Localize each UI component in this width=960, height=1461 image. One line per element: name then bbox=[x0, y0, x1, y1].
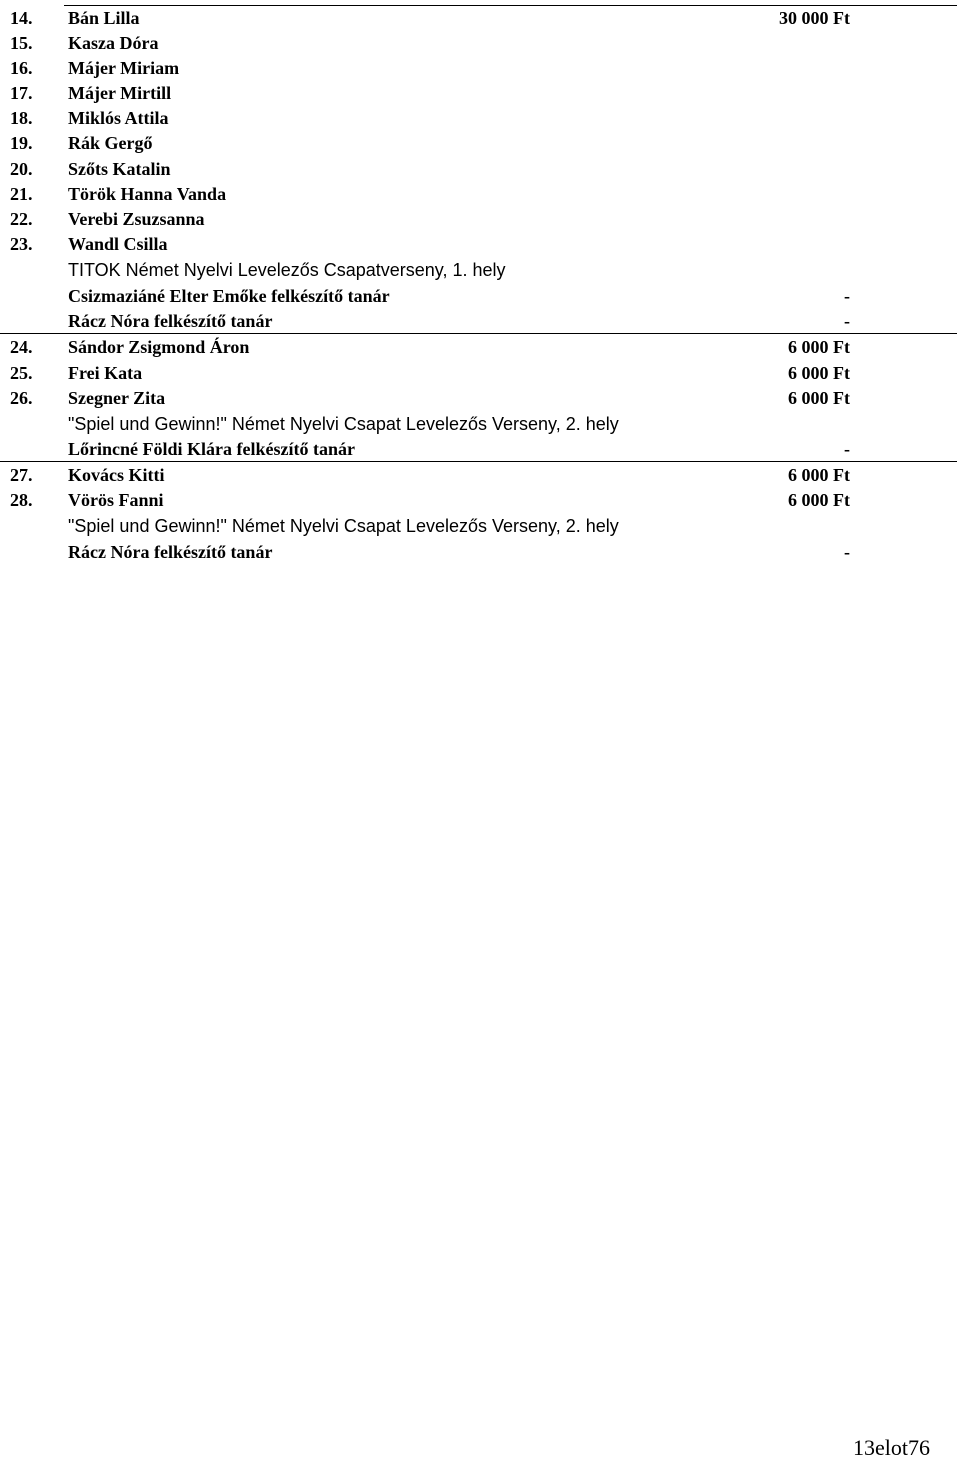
item-number: 20. bbox=[10, 159, 33, 179]
item-number: 24. bbox=[10, 337, 33, 357]
list-item bbox=[0, 207, 960, 232]
item-number: 25. bbox=[10, 363, 33, 383]
item-number: 17. bbox=[10, 83, 33, 103]
competition-label: "Spiel und Gewinn!" Német Nyelvi Csapat Levelezős Verseny, 2. hely bbox=[68, 414, 619, 434]
teacher-name: Rácz Nóra felkészítő tanár bbox=[68, 311, 273, 331]
list-item bbox=[0, 31, 960, 56]
student-name: Vörös Fanni bbox=[68, 490, 164, 510]
student-name: Kasza Dóra bbox=[68, 33, 159, 53]
list-item bbox=[0, 361, 960, 386]
student-name: Májer Miriam bbox=[68, 58, 180, 78]
competition-label: TITOK Német Nyelvi Levelezős Csapatverseny, 1. hely bbox=[68, 260, 506, 280]
item-number: 26. bbox=[10, 388, 33, 408]
award-amount: 6 000 Ft bbox=[788, 337, 850, 357]
item-number: 14. bbox=[10, 8, 33, 28]
item-number: 22. bbox=[10, 209, 33, 229]
item-number: 23. bbox=[10, 234, 33, 254]
award-amount: 6 000 Ft bbox=[788, 490, 850, 510]
student-name: Frei Kata bbox=[68, 363, 143, 383]
teacher-row bbox=[68, 284, 960, 309]
item-number: 19. bbox=[10, 133, 33, 153]
list-item bbox=[0, 6, 960, 31]
teacher-name: Csizmaziáné Elter Emőke felkészítő tanár bbox=[68, 286, 390, 306]
teacher-row bbox=[68, 540, 960, 565]
competition-label: "Spiel und Gewinn!" Német Nyelvi Csapat Levelezős Verseny, 2. hely bbox=[68, 516, 619, 536]
item-number: 27. bbox=[10, 465, 33, 485]
student-name: Török Hanna Vanda bbox=[68, 184, 227, 204]
item-number: 28. bbox=[10, 490, 33, 510]
teacher-name: Lőrincné Földi Klára felkészítő tanár bbox=[68, 439, 355, 459]
teacher-row bbox=[68, 309, 960, 334]
section-divider bbox=[0, 333, 957, 334]
item-number: 16. bbox=[10, 58, 33, 78]
student-name: Bán Lilla bbox=[68, 8, 140, 28]
list-item bbox=[0, 386, 960, 411]
student-name: Rák Gergő bbox=[68, 133, 153, 153]
list-item bbox=[0, 56, 960, 81]
student-name: Kovács Kitti bbox=[68, 465, 165, 485]
list-item bbox=[0, 106, 960, 131]
student-name: Sándor Zsigmond Áron bbox=[68, 337, 250, 357]
student-name: Wandl Csilla bbox=[68, 234, 168, 254]
teacher-amount: - bbox=[844, 311, 850, 331]
award-amount: 6 000 Ft bbox=[788, 388, 850, 408]
student-name: Szőts Katalin bbox=[68, 159, 171, 179]
student-name: Szegner Zita bbox=[68, 388, 166, 408]
item-number: 21. bbox=[10, 184, 33, 204]
list-item bbox=[0, 131, 960, 156]
teacher-amount: - bbox=[844, 439, 850, 459]
student-name: Miklós Attila bbox=[68, 108, 169, 128]
student-name: Verebi Zsuzsanna bbox=[68, 209, 205, 229]
list-item bbox=[0, 81, 960, 106]
list-item bbox=[0, 488, 960, 513]
teacher-amount: - bbox=[844, 542, 850, 562]
award-amount: 6 000 Ft bbox=[788, 465, 850, 485]
section-divider bbox=[0, 461, 957, 462]
item-number: 18. bbox=[10, 108, 33, 128]
teacher-name: Rácz Nóra felkészítő tanár bbox=[68, 542, 273, 562]
list-item bbox=[0, 335, 960, 360]
award-amount: 6 000 Ft bbox=[788, 363, 850, 383]
list-item bbox=[0, 463, 960, 488]
list-item bbox=[0, 182, 960, 207]
teacher-amount: - bbox=[844, 286, 850, 306]
list-item bbox=[0, 232, 960, 257]
award-amount: 30 000 Ft bbox=[779, 8, 850, 28]
item-number: 15. bbox=[10, 33, 33, 53]
list-item bbox=[0, 157, 960, 182]
student-name: Májer Mirtill bbox=[68, 83, 172, 103]
page-footer-label: 13elot76 bbox=[853, 1435, 930, 1460]
teacher-row bbox=[68, 437, 960, 462]
